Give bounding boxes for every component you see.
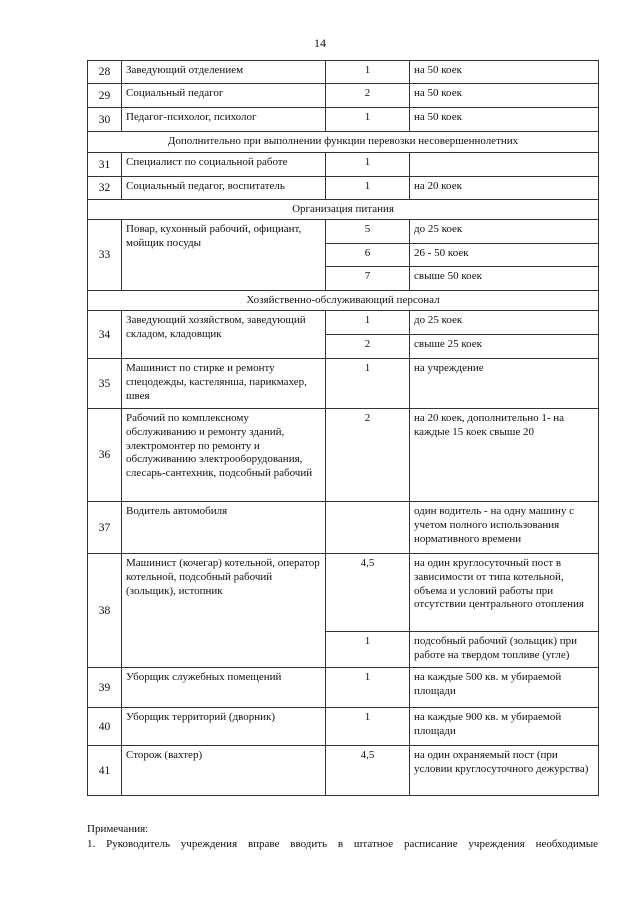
- table-row: [88, 554, 599, 632]
- staff-count: 1: [326, 708, 410, 746]
- staff-norm: свыше 25 коек: [410, 335, 599, 359]
- staff-count: 1: [326, 108, 410, 132]
- position-name: Педагог-психолог, психолог: [122, 108, 326, 132]
- staff-count: 1: [326, 668, 410, 708]
- staff-norm: подсобный рабочий (зольщик) при работе на твердом топливе (угле): [410, 632, 599, 668]
- staff-count: 1: [326, 359, 410, 409]
- position-name: Водитель автомобиля: [122, 502, 326, 554]
- row-number: 36: [88, 409, 122, 502]
- staff-count: 7: [326, 267, 410, 291]
- position-name: Повар, кухонный рабочий, официант, мойщик посуды: [122, 220, 326, 291]
- table-row: [88, 746, 599, 796]
- position-name: Социальный педагог: [122, 84, 326, 108]
- row-number: 32: [88, 177, 122, 200]
- row-number: 34: [88, 311, 122, 359]
- section-title: Дополнительно при выполнении функции перевозки несовершеннолетних: [88, 132, 599, 153]
- table-row: [88, 708, 599, 746]
- staff-count: 2: [326, 84, 410, 108]
- section-row: [88, 132, 599, 153]
- staff-count: [326, 502, 410, 554]
- staff-count: 5: [326, 220, 410, 244]
- table-row: [88, 177, 599, 200]
- table-row: [88, 61, 599, 84]
- notes-block: [87, 822, 598, 852]
- position-name: Заведующий отделением: [122, 61, 326, 84]
- staff-norm: один водитель - на одну машину с учетом полного использования нормативного времени: [410, 502, 599, 554]
- notes-heading: Примечания:: [87, 823, 149, 835]
- row-number: 30: [88, 108, 122, 132]
- row-number: 31: [88, 153, 122, 177]
- position-name: Сторож (вахтер): [122, 746, 326, 796]
- staff-norm: до 25 коек: [410, 220, 599, 244]
- staff-norm: на один охраняемый пост (при условии круглосуточного дежурства): [410, 746, 599, 796]
- staff-norm: на 20 коек: [410, 177, 599, 200]
- section-row: [88, 291, 599, 311]
- staff-count: 1: [326, 61, 410, 84]
- staff-norm: на 50 коек: [410, 84, 599, 108]
- row-number: 35: [88, 359, 122, 409]
- table-row: [88, 409, 599, 502]
- staff-count: 1: [326, 632, 410, 668]
- position-name: Уборщик территорий (дворник): [122, 708, 326, 746]
- staff-norm: 26 - 50 коек: [410, 244, 599, 267]
- staff-norm: на 50 коек: [410, 61, 599, 84]
- row-number: 41: [88, 746, 122, 796]
- section-row: [88, 200, 599, 220]
- row-number: 28: [88, 61, 122, 84]
- staff-count: 1: [326, 177, 410, 200]
- notes-item-1: 1. Руководитель учреждения вправе вводить в штатное расписание учреждения необходимые: [87, 837, 598, 850]
- staff-count: 2: [326, 409, 410, 502]
- position-name: Машинист (кочегар) котельной, оператор котельной, подсобный рабочий (зольщик), истопник: [122, 554, 326, 668]
- staff-norm: на 20 коек, дополнительно 1- на каждые 15 коек свыше 20: [410, 409, 599, 502]
- staff-count: 1: [326, 311, 410, 335]
- table-row: [88, 84, 599, 108]
- row-number: 37: [88, 502, 122, 554]
- position-name: Уборщик служебных помещений: [122, 668, 326, 708]
- position-name: Заведующий хозяйством, заведующий складом, кладовщик: [122, 311, 326, 359]
- staff-count: 6: [326, 244, 410, 267]
- table-row: [88, 108, 599, 132]
- staff-norm: на каждые 500 кв. м убираемой площади: [410, 668, 599, 708]
- position-name: Специалист по социальной работе: [122, 153, 326, 177]
- staff-norm: на один круглосуточный пост в зависимости от типа котельной, объема и условий работы при отсутствии центрального отопления: [410, 554, 599, 632]
- table-row: [88, 153, 599, 177]
- row-number: 38: [88, 554, 122, 668]
- position-name: Социальный педагог, воспитатель: [122, 177, 326, 200]
- staff-norm: на 50 коек: [410, 108, 599, 132]
- staff-norm: до 25 коек: [410, 311, 599, 335]
- staff-norm: на каждые 900 кв. м убираемой площади: [410, 708, 599, 746]
- position-name: Машинист по стирке и ремонту спецодежды, кастелянша, парикмахер, швея: [122, 359, 326, 409]
- staff-norm: на учреждение: [410, 359, 599, 409]
- staff-norm: свыше 50 коек: [410, 267, 599, 291]
- table-row: [88, 668, 599, 708]
- staff-count: 4,5: [326, 554, 410, 632]
- table-row: [88, 359, 599, 409]
- staff-count: 2: [326, 335, 410, 359]
- page-number: 14: [314, 36, 326, 50]
- section-title: Хозяйственно-обслуживающий персонал: [88, 291, 599, 311]
- row-number: 40: [88, 708, 122, 746]
- table-row: [88, 311, 599, 335]
- table-row: [88, 502, 599, 554]
- staff-norm: [410, 153, 599, 177]
- row-number: 29: [88, 84, 122, 108]
- staff-count: 4,5: [326, 746, 410, 796]
- staff-count: 1: [326, 153, 410, 177]
- row-number: 39: [88, 668, 122, 708]
- position-name: Рабочий по комплексному обслуживанию и ремонту зданий, электромонтер по ремонту и обслуживанию электрооборудования, слесарь-сантехник, подсобный рабочий: [122, 409, 326, 502]
- section-title: Организация питания: [88, 200, 599, 220]
- table-row: [88, 220, 599, 244]
- row-number: 33: [88, 220, 122, 291]
- staffing-table: [87, 60, 599, 796]
